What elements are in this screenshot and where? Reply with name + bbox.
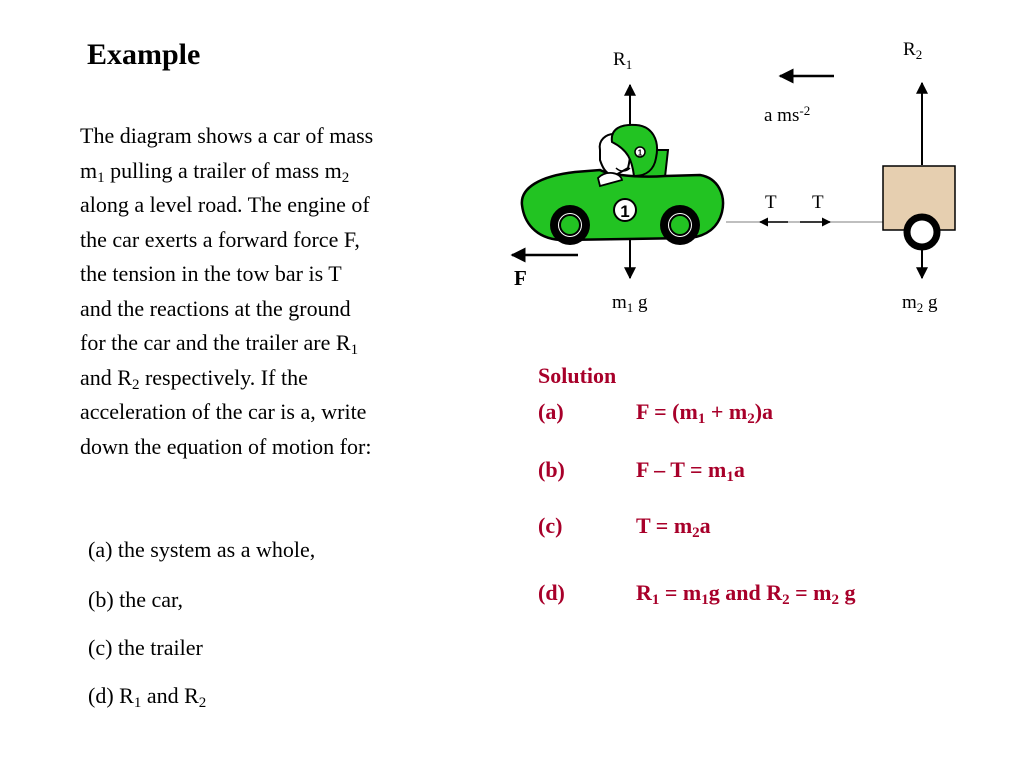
part-a: (a) the system as a whole,	[88, 537, 316, 562]
problem-line: along a level road. The engine of	[80, 192, 370, 217]
tension-label-left: T	[765, 192, 777, 213]
trailer-wheel	[907, 217, 937, 247]
r1-label: $R_1$	[613, 49, 633, 72]
part-c: (c) the trailer	[88, 635, 203, 660]
problem-line: the car exerts a forward force F,	[80, 226, 360, 252]
m2g-label: $m_2$ g	[902, 292, 938, 315]
solution-heading: Solution	[538, 363, 617, 388]
solution-a: (a) $F = (m_1 + m_2)a$	[538, 399, 774, 427]
part-d: (d) $R_1$ and $R_2$	[88, 683, 207, 711]
problem-line: the tension in the tow bar is T	[80, 261, 342, 286]
acceleration-label: a $ms^{-2}$	[764, 103, 811, 126]
r2-label: $R_2$	[903, 39, 923, 62]
car-number: 1	[620, 202, 630, 221]
force-label: F	[514, 266, 527, 290]
part-b: (b) the car,	[88, 587, 184, 612]
solution-b: (b) $F - T = m_1a$	[538, 457, 745, 485]
problem-line: and $R_2$ respectively. If the	[80, 364, 308, 393]
problem-line: $m_1$ pulling a trailer of mass $m_2$	[80, 157, 350, 186]
problem-line: acceleration of the car is a, write	[80, 399, 367, 424]
solution-c: (c) $T = m_2a$	[538, 513, 711, 541]
slide-title: Example	[87, 38, 201, 71]
m1g-label: $m_1$ g	[612, 292, 648, 315]
tension-label-right: T	[812, 192, 824, 213]
solution-d: (d) $R_1 = m_1g$ and $R_2 = m_2$ g	[538, 580, 856, 608]
problem-line: The diagram shows a car of mass	[80, 123, 374, 148]
car	[522, 125, 723, 245]
problem-line: down the equation of motion for:	[80, 433, 372, 459]
problem-line: and the reactions at the ground	[80, 295, 351, 321]
helmet-number: 1	[637, 148, 643, 158]
problem-line: for the car and the trailer are $R_1$	[80, 330, 359, 358]
